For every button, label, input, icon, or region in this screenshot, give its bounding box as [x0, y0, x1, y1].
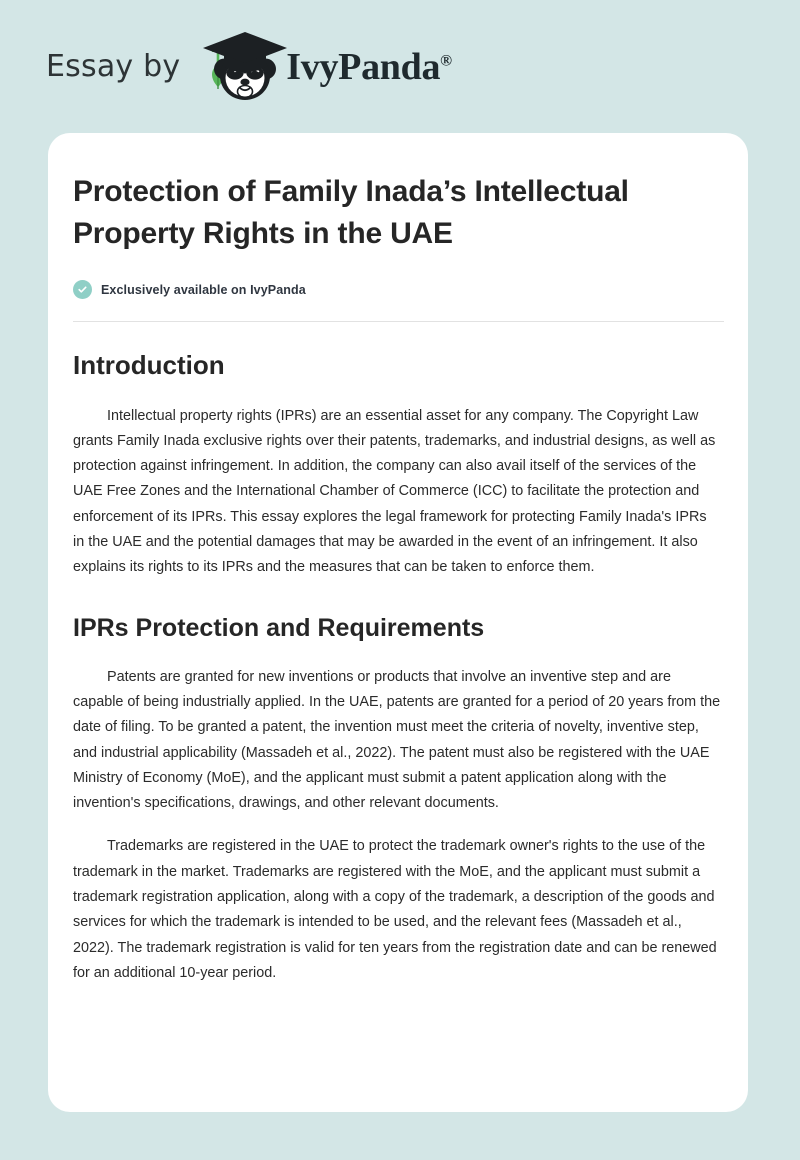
paragraph: Trademarks are registered in the UAE to protect the trademark owner's rights to the use of the trademark in the market. Trademarks are registered with the MoE, and the applicant must submit a trademark registration application, along with a copy of the trademark, a description of the goods and services for which the trademark is intended to be used, and the relevant fees (Massadeh et al., 2022). The trademark registration is valid for ten years from the registration date and can be renewed for an additional 10-year period.	[73, 838, 717, 981]
brand-header	[0, 0, 800, 133]
brand-prefix-label: Essay by	[46, 48, 181, 84]
paragraph: Patents are granted for new inventions or products that involve an inventive step and are capable of being industrially applied. In the UAE, patents are granted for a period of 20 years from the date of filing. To be granted a patent, the invention must meet the criteria of novelty, inventive step, and industrial applicability (Massadeh et al., 2022). The patent must also be registered with the UAE Ministry of Economy (MoE), and the applicant must submit a patent application along with the invention's specifications, drawings, and other relevant documents.	[73, 668, 721, 812]
page-title: Protection of Family Inada’s Intellectual Property Rights in the UAE	[73, 175, 629, 250]
section-heading-introduction: Introduction	[73, 350, 225, 381]
section-heading-iprs-protection-and-requirements: IPRs Protection and Requirements	[73, 613, 485, 642]
panda-graduate-logo	[190, 29, 290, 105]
check-circle-icon	[73, 280, 92, 299]
exclusive-availability-label: Exclusively available on IvyPanda	[101, 282, 306, 297]
brand-wordmark	[286, 45, 452, 88]
exclusive-availability-badge	[73, 280, 723, 299]
essay-card	[48, 133, 748, 1112]
brand-wordmark-text: IvyPanda	[286, 45, 441, 88]
registered-trademark-symbol: ®	[440, 51, 452, 69]
paragraph: Intellectual property rights (IPRs) are an essential asset for any company. The Copyright Law grants Family Inada exclusive rights over their patents, trademarks, and industrial designs, as well as protection against infringement. In addition, the company can also avail itself of the services of the UAE Free Zones and the International Chamber of Commerce (ICC) to facilitate the protection and enforcement of its IPRs. This essay explores the legal framework for protecting Family Inada's IPRs in the UAE and the potential damages that may be awarded in the event of an infringement. It also explains its rights to its IPRs and the measures that can be taken to enforce them.	[73, 407, 716, 576]
